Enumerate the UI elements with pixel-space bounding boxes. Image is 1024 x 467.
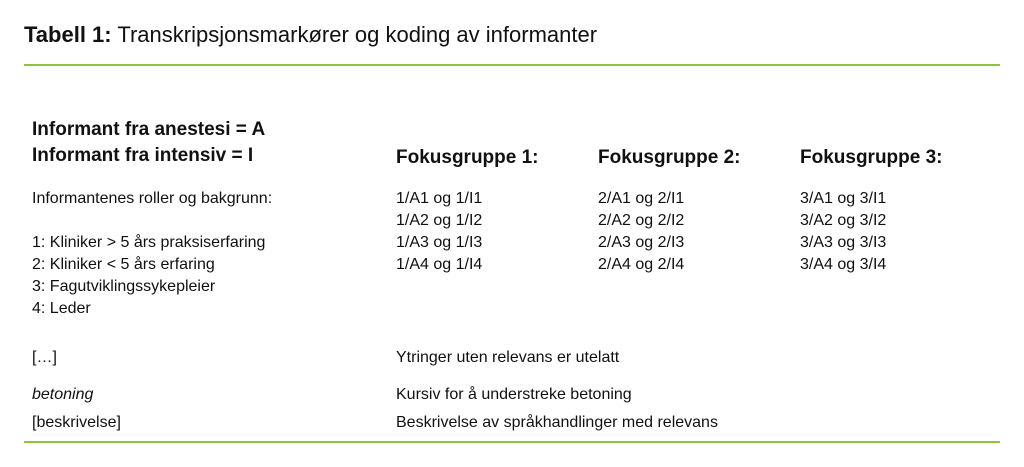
group-item: 2/A3 og 2/I3: [598, 234, 685, 251]
top-rule: [24, 64, 1000, 66]
role-item: 4: Leder: [32, 300, 91, 317]
marker-omitted-symbol: […]: [32, 349, 57, 366]
group-item: 3/A4 og 3/I4: [800, 256, 887, 273]
group-item: 2/A1 og 2/I1: [598, 190, 685, 207]
role-item: 3: Fagutviklingssykepleier: [32, 278, 216, 295]
marker-description-description: Beskrivelse av språkhandlinger med relevans: [396, 414, 718, 431]
group-2-title: Fokusgruppe 2:: [598, 147, 741, 168]
group-item: 1/A2 og 1/I2: [396, 212, 483, 229]
group-3-title: Fokusgruppe 3:: [800, 147, 943, 168]
marker-omitted-description: Ytringer uten relevans er utelatt: [396, 349, 620, 366]
group-item: 3/A3 og 3/I3: [800, 234, 887, 251]
table-title-label: Tabell 1:: [24, 22, 112, 47]
group-item: 3/A2 og 3/I2: [800, 212, 887, 229]
table-title-text: Transkripsjonsmarkører og koding av informanter: [117, 22, 598, 47]
role-item: 2: Kliniker < 5 års erfaring: [32, 256, 215, 273]
group-item: 1/A4 og 1/I4: [396, 256, 483, 273]
group-item: 1/A3 og 1/I3: [396, 234, 483, 251]
marker-emphasis-symbol: betoning: [32, 386, 94, 403]
group-item: 3/A1 og 3/I1: [800, 190, 887, 207]
informant-intensiv: Informant fra intensiv = I: [32, 145, 254, 166]
group-item: 1/A1 og 1/I1: [396, 190, 483, 207]
table-title: [24, 21, 597, 49]
informant-legend: [32, 117, 265, 169]
marker-description-symbol: [beskrivelse]: [32, 414, 121, 431]
group-3-list: [800, 188, 886, 276]
marker-emphasis-description: Kursiv for å understreke betoning: [396, 386, 632, 403]
informant-anestesi: Informant fra anestesi = A: [32, 119, 266, 140]
bottom-rule: [24, 441, 1000, 443]
role-item: 1: Kliniker > 5 års praksiserfaring: [32, 234, 266, 251]
group-1-list: [396, 188, 482, 276]
group-item: 2/A2 og 2/I2: [598, 212, 685, 229]
group-2-list: [598, 188, 684, 276]
roles-heading: Informantenes roller og bakgrunn:: [32, 190, 273, 207]
roles-list: [32, 232, 265, 320]
group-item: 2/A4 og 2/I4: [598, 256, 685, 273]
group-1-title: Fokusgruppe 1:: [396, 147, 539, 168]
